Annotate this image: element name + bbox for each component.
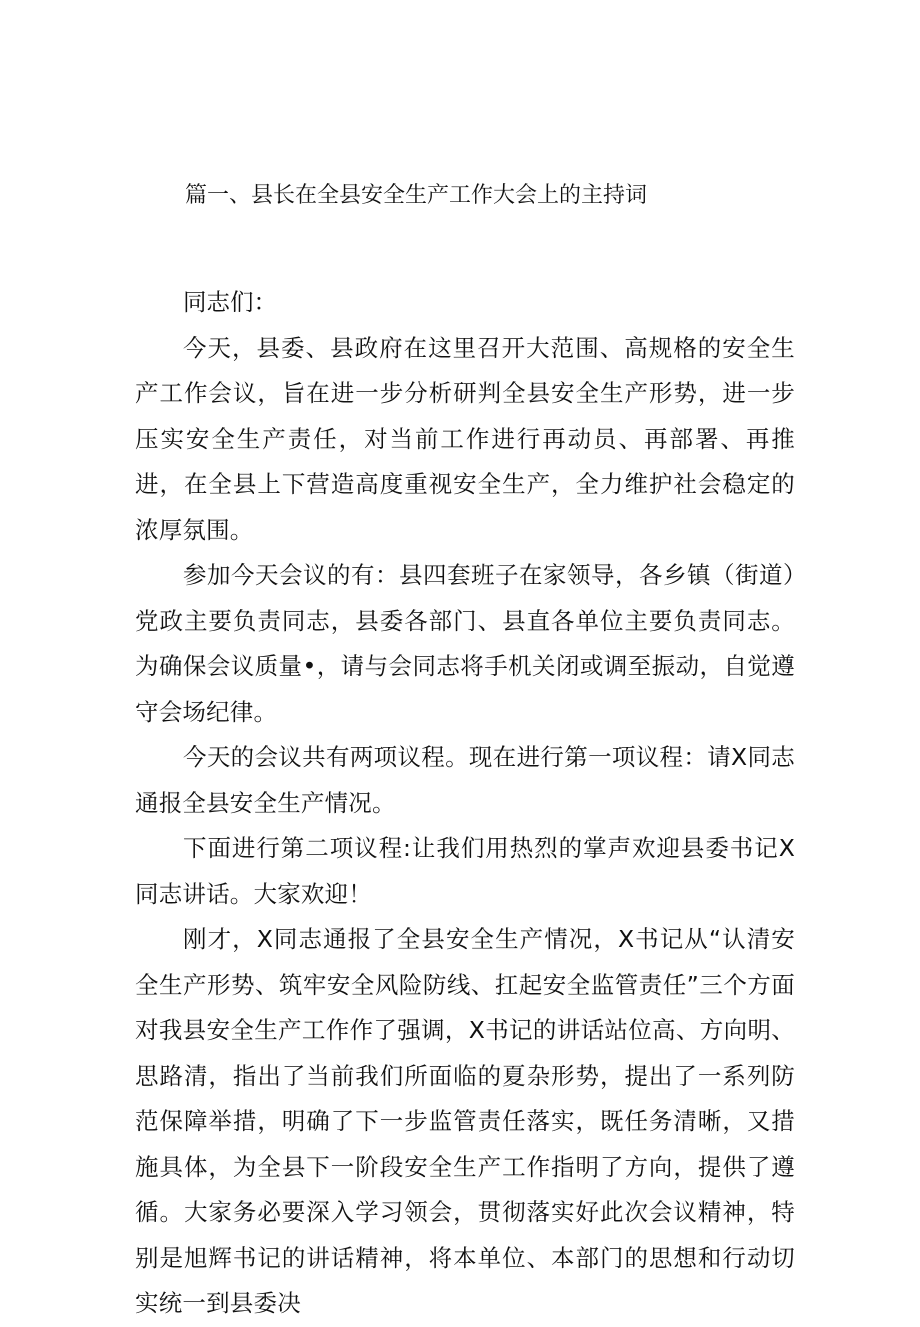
paragraph-summary: 刚才，X同志通报了全县安全生产情况，X书记从“认清安全生产形势、筑牢安全风险防线、扛起安全监管责任”三个方面对我县安全生产工作作了强调，X书记的讲话站位高、方向明、思路清，指出了当前我们所面临的夏杂形势，提出了一系列防范保障举措，明确了下一步监管责任落实，既任务清晰，又措施具体，为全县下一阶段安全生产工作指明了方向，提供了遵循。大家务必要深入学习领会，贯彻落实好此次会议精神，特别是旭辉书记的讲话精神，将本单位、本部门的思想和行动切实统一到县委决 — [135, 925, 795, 1317]
paragraph-attendees: 参加今天会议的有：县四套班子在家领导，各乡镇（街道）党政主要负责同志，县委各部门、县直各单位主要负责同志。为确保会议质量•，请与会同志将手机关闭或调至振动，自觉遵守会场纪律。 — [135, 561, 795, 726]
paragraph-agenda-two: 下面进行第二项议程:让我们用热烈的掌声欢迎县委书记X同志讲话。大家欢迎！ — [135, 834, 795, 908]
document-body — [135, 280, 795, 1327]
document-title: 篇一、县长在全县安全生产工作大会上的主持词 — [185, 183, 648, 208]
paragraph-opening: 今天，县委、县政府在这里召开大范围、高规格的安全生产工作会议，旨在进一步分析研判全县安全生产形势，进一步压实安全生产责任，对当前工作进行再动员、再部署、再推进，在全县上下营造高度重视安全生产，全力维护社会稳定的浓厚氛围。 — [135, 333, 795, 544]
paragraph-agenda-one: 今天的会议共有两项议程。现在进行第一项议程：请X同志通报全县安全生产情况。 — [135, 743, 795, 817]
greeting: 同志们： — [183, 288, 277, 316]
